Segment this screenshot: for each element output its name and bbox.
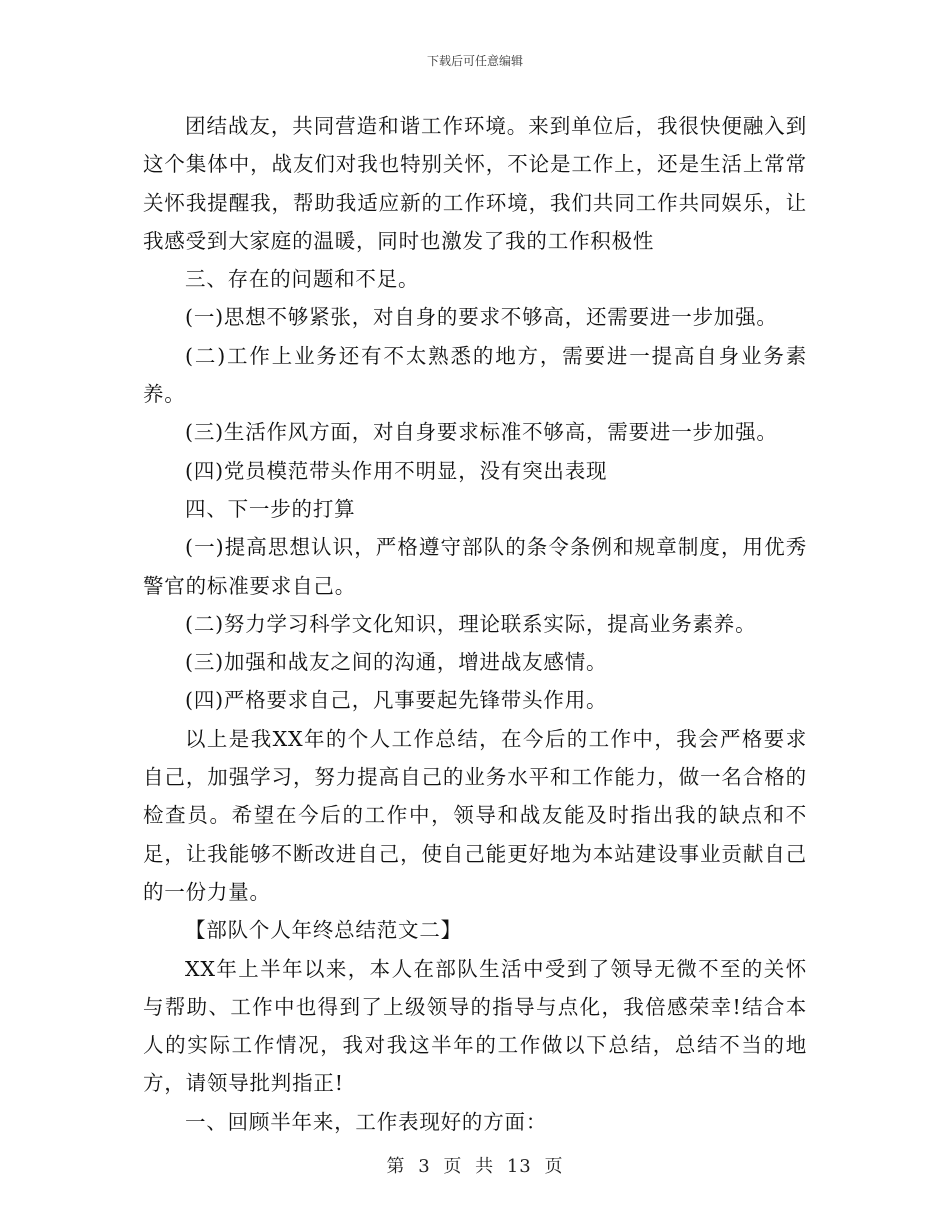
- paragraph: XX年上半年以来，本人在部队生活中受到了领导无微不至的关怀与帮助、工作中也得到了上级领导的指导与点化，我倍感荣幸!结合本人的实际工作情况，我对我这半年的工作做以下总结，总结不当的地方，请领导批判指正!: [143, 956, 807, 1096]
- list-item: (三)生活作风方面，对自身要求标准不够高，需要进一步加强。: [185, 420, 778, 445]
- section-heading: 四、下一步的打算: [185, 496, 356, 521]
- header-note: 下载后可任意编辑: [426, 54, 523, 68]
- paragraph: 团结战友，共同营造和谐工作环境。来到单位后，我很快便融入到这个集体中，战友们对我也特别关怀，不论是工作上，还是生活上常常关怀我提醒我，帮助我适应新的工作环境，我们共同工作共同娱乐，让我感受到大家庭的温暖，同时也激发了我的工作积极性: [143, 114, 807, 253]
- section-heading: 一、回顾半年来，工作表现好的方面：: [185, 1109, 548, 1134]
- page-number-footer: 第 3 页 共 13 页: [386, 1156, 564, 1177]
- document-body: [143, 107, 807, 1141]
- sample-title: 【部队个人年终总结范文二】: [185, 918, 462, 943]
- section-heading: 三、存在的问题和不足。: [185, 267, 420, 292]
- list-item: (四)党员模范带头作用不明显，没有突出表现: [185, 458, 608, 483]
- paragraph: 以上是我XX年的个人工作总结，在今后的工作中，我会严格要求自己，加强学习，努力提高自己的业务水平和工作能力，做一名合格的检查员。希望在今后的工作中，领导和战友能及时指出我的缺点和不足，让我能够不断改进自己，使自己能更好地为本站建设事业贡献自己的一份力量。: [143, 726, 807, 904]
- list-item: (二)努力学习科学文化知识，理论联系实际，提高业务素养。: [185, 611, 757, 636]
- list-item: (一)提高思想认识，严格遵守部队的条令条例和规章制度，用优秀警官的标准要求自己。: [143, 535, 807, 598]
- list-item: (二)工作上业务还有不太熟悉的地方，需要进一提高自身业务素养。: [143, 343, 807, 407]
- list-item: (三)加强和战友之间的沟通，增进战友感情。: [185, 650, 608, 675]
- list-item: (四)严格要求自己，凡事要起先锋带头作用。: [185, 688, 608, 713]
- list-item: (一)思想不够紧张，对自身的要求不够高，还需要进一步加强。: [185, 305, 778, 330]
